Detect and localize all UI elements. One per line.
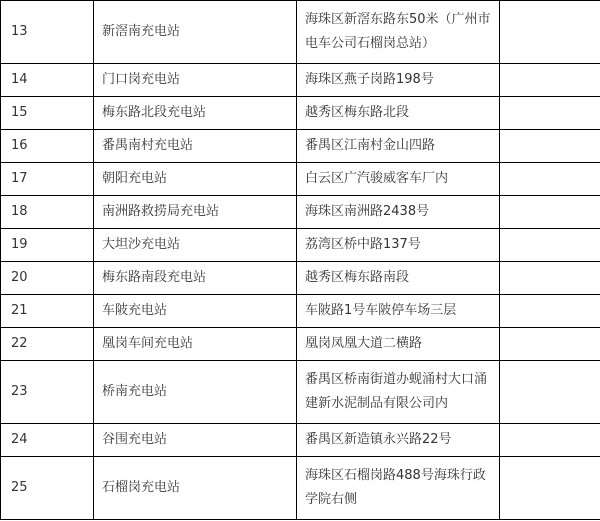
station-name: 凰岗车间充电站 <box>94 328 297 361</box>
station-address: 越秀区梅东路南段 <box>297 262 500 295</box>
empty-cell <box>500 229 600 262</box>
station-name: 番禺南村充电站 <box>94 130 297 163</box>
empty-cell <box>500 328 600 361</box>
table-row <box>1 457 600 520</box>
station-address: 海珠区南洲路2438号 <box>297 196 500 229</box>
station-address: 海珠区燕子岗路198号 <box>297 64 500 97</box>
station-name: 车陂充电站 <box>94 295 297 328</box>
station-name: 新滘南充电站 <box>94 1 297 64</box>
table-row <box>1 424 600 457</box>
row-number: 20 <box>1 262 94 295</box>
station-name: 门口岗充电站 <box>94 64 297 97</box>
empty-cell <box>500 196 600 229</box>
table-row <box>1 130 600 163</box>
station-address: 海珠区石榴岗路488号海珠行政学院右侧 <box>297 457 500 520</box>
station-name: 谷围充电站 <box>94 424 297 457</box>
empty-cell <box>500 130 600 163</box>
row-number: 21 <box>1 295 94 328</box>
station-address: 凰岗凤凰大道二横路 <box>297 328 500 361</box>
row-number: 16 <box>1 130 94 163</box>
row-number: 24 <box>1 424 94 457</box>
empty-cell <box>500 1 600 64</box>
empty-cell <box>500 97 600 130</box>
table-row <box>1 262 600 295</box>
station-name: 大坦沙充电站 <box>94 229 297 262</box>
station-name: 朝阳充电站 <box>94 163 297 196</box>
table-row <box>1 361 600 424</box>
table-row <box>1 163 600 196</box>
row-number: 14 <box>1 64 94 97</box>
station-address: 荔湾区桥中路137号 <box>297 229 500 262</box>
station-name: 桥南充电站 <box>94 361 297 424</box>
station-name: 石榴岗充电站 <box>94 457 297 520</box>
table-row <box>1 328 600 361</box>
row-number: 19 <box>1 229 94 262</box>
station-name: 梅东路南段充电站 <box>94 262 297 295</box>
row-number: 25 <box>1 457 94 520</box>
row-number: 18 <box>1 196 94 229</box>
station-address: 番禺区江南村金山四路 <box>297 130 500 163</box>
row-number: 15 <box>1 97 94 130</box>
row-number: 13 <box>1 1 94 64</box>
empty-cell <box>500 295 600 328</box>
empty-cell <box>500 64 600 97</box>
empty-cell <box>500 361 600 424</box>
table-row <box>1 295 600 328</box>
table-row <box>1 1 600 64</box>
station-address: 车陂路1号车陂停车场三层 <box>297 295 500 328</box>
row-number: 22 <box>1 328 94 361</box>
row-number: 23 <box>1 361 94 424</box>
station-address: 番禺区新造镇永兴路22号 <box>297 424 500 457</box>
station-address: 越秀区梅东路北段 <box>297 97 500 130</box>
row-number: 17 <box>1 163 94 196</box>
table-row <box>1 97 600 130</box>
table-row <box>1 229 600 262</box>
station-address: 白云区广汽骏威客车厂内 <box>297 163 500 196</box>
station-address: 海珠区新滘东路东50米（广州市电车公司石榴岗总站） <box>297 1 500 64</box>
station-address: 番禺区桥南街道办蚬涌村大口涌建新水泥制品有限公司内 <box>297 361 500 424</box>
empty-cell <box>500 262 600 295</box>
empty-cell <box>500 457 600 520</box>
empty-cell <box>500 163 600 196</box>
table-row <box>1 196 600 229</box>
station-name: 梅东路北段充电站 <box>94 97 297 130</box>
empty-cell <box>500 424 600 457</box>
table-row <box>1 64 600 97</box>
station-name: 南洲路救捞局充电站 <box>94 196 297 229</box>
